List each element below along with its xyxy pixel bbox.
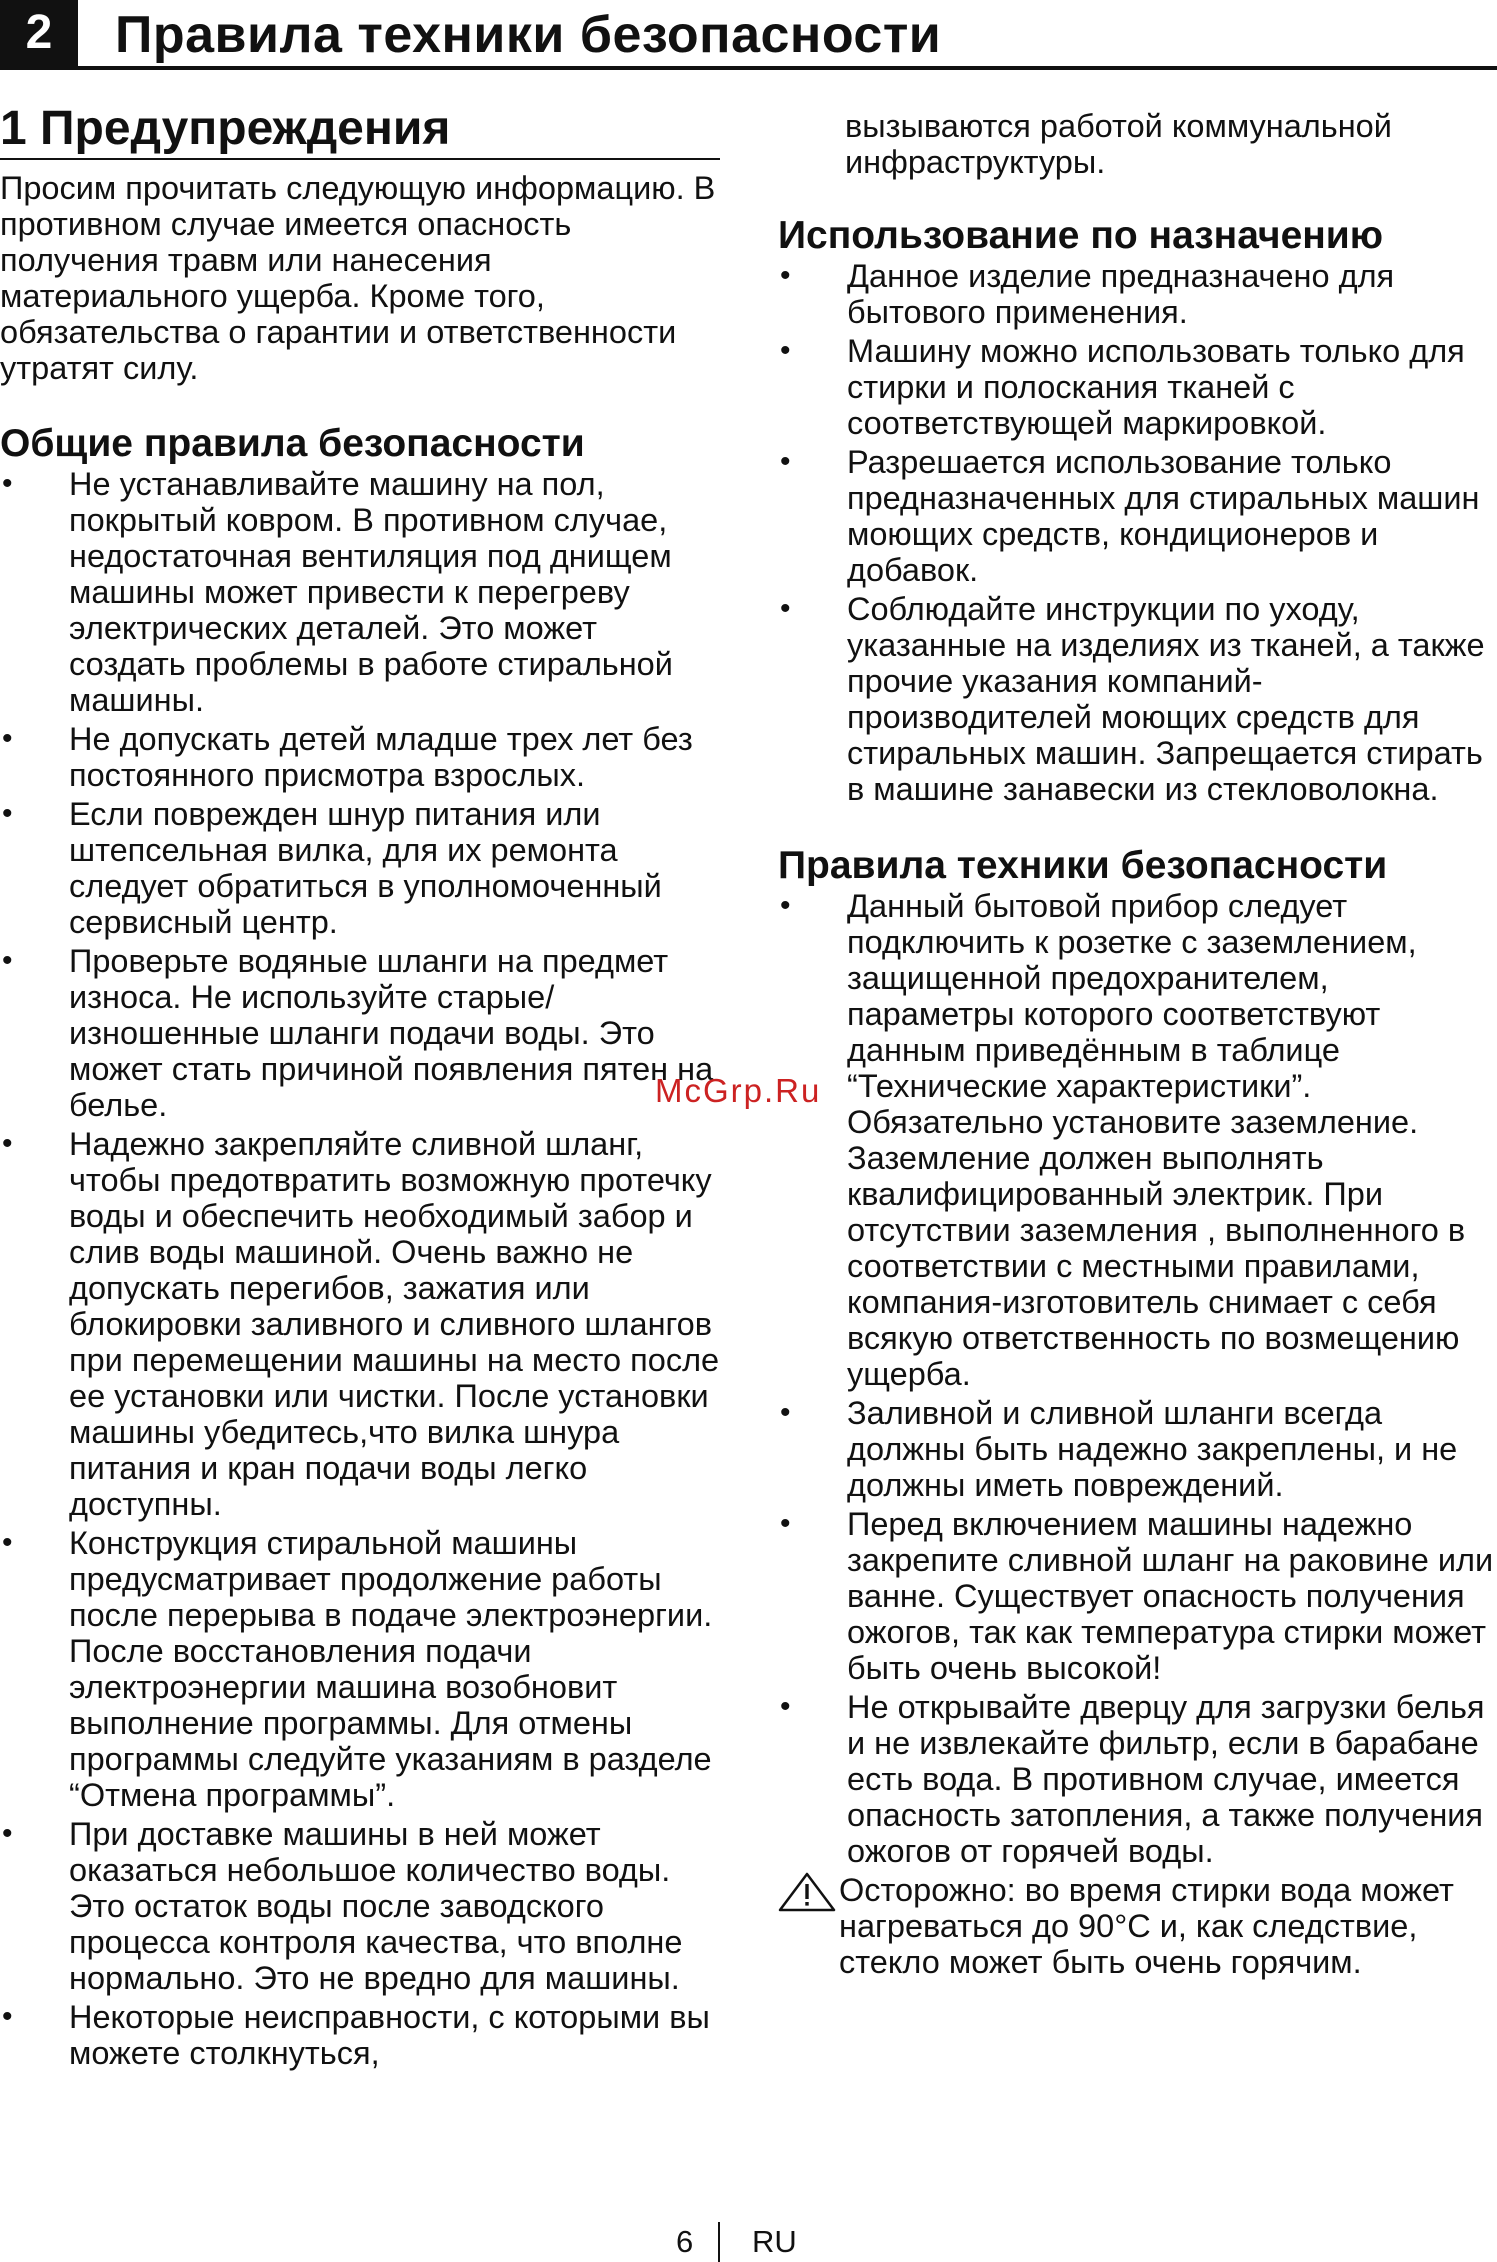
bullet-icon: • <box>2 1127 13 1160</box>
chapter-number: 2 <box>0 0 78 66</box>
list-item: • Если поврежден шнур питания или штепсельная вилка, для их ремонта следует обратиться в уполномоченный сервисный центр. <box>2 796 662 940</box>
list-item: • Некоторые неисправности, с которыми вы можете столкнуться, <box>2 1999 710 2071</box>
bullet-icon: • <box>780 445 791 478</box>
bullet-icon: • <box>780 592 791 625</box>
list-item: • Конструкция стиральной машины предусматривает продолжение работы после перерыва в подаче электроэнергии. После восстановления подачи электроэнергии машина возобновит выполнение программы. Для отмены программы следуйте указаниям в разделе “Отмена программы”. <box>2 1525 713 1813</box>
caution-text: Осторожно: во время стирки вода может нагреваться до 90°С и, как следствие, стекло может быть очень горячим. <box>839 1872 1454 1980</box>
bullet-icon: • <box>2 944 13 977</box>
chapter-title: Правила техники безопасности <box>115 6 942 64</box>
list-item: • Данный бытовой прибор следует подключить к розетке с заземлением, защищенной предохранителем, параметры которого соответствуют данным приведённым в таблице “Технические характеристики”. Обязательно установите заземление. Заземление должен выполнять квалифицированный электрик. При отсутствии заземления , выполненного в соответствии с местными правилами, компания-изготовитель снимает с себя всякую ответственность по возмещению ущерба. <box>780 888 1466 1392</box>
intended-use-title: Использование по назначению <box>778 214 1384 257</box>
list-item: • Надежно закрепляйте сливной шланг, чтобы предотвратить возможную протечку воды и обеспечить необходимый забор и слив воды машиной. Очень важно не допускать перегибов, зажатия или блокировки заливного и сливного шлангов при перемещении машины на место после ее установки или чистки. После установки машины убедитесь,что вилка шнура питания и кран подачи воды легко доступны. <box>2 1126 720 1522</box>
bullet-icon: • <box>2 1526 13 1559</box>
list-item: • Не устанавливайте машину на пол, покрытый ковром. В противном случае, недостаточная вентиляция под днищем машины может привести к перегреву электрических деталей. Это может создать проблемы в работе стиральной машины. <box>2 466 673 718</box>
bullet-icon: • <box>2 722 13 755</box>
safety-rules-title: Правила техники безопасности <box>778 844 1388 887</box>
intro-paragraph: Просим прочитать следующую информацию. В противном случае имеется опасность получения травм или нанесения материального ущерба. Кроме того, обязательства о гарантии и ответственности утратят силу. <box>0 170 716 386</box>
footer-divider <box>718 2222 720 2262</box>
bullet-icon: • <box>780 1396 791 1429</box>
bullet-icon: • <box>2 2000 13 2033</box>
list-item: • Не открывайте дверцу для загрузки белья и не извлекайте фильтр, если в барабане есть вода. В противном случае, имеется опасность затопления, а также получения ожогов от горячей воды. <box>780 1689 1485 1869</box>
page-footer <box>0 2222 1497 2262</box>
chapter-header <box>0 0 1497 70</box>
list-item: • Перед включением машины надежно закрепите сливной шланг на раковине или ванне. Существует опасность получения ожогов, так как температура стирки может быть очень высокой! <box>780 1506 1494 1686</box>
list-item: • Разрешается использование только предназначенных для стиральных машин моющих средств, кондиционеров и добавок. <box>780 444 1480 588</box>
list-item: • Соблюдайте инструкции по уходу, указанные на изделиях из тканей, а также прочие указания компаний-производителей моющих средств для стиральных машин. Запрещается стирать в машине занавески из стекловолокна. <box>780 591 1485 807</box>
bullet-icon: • <box>2 797 13 830</box>
bullet-icon: • <box>780 1690 791 1723</box>
watermark: McGrp.Ru <box>655 1072 822 1109</box>
general-safety-title: Общие правила безопасности <box>0 422 585 465</box>
list-item: • При доставке машины в ней может оказаться небольшое количество воды. Это остаток воды после заводского процесса контроля качества, что вполне нормально. Это не вредно для машины. <box>2 1816 683 1996</box>
bullet-icon: • <box>780 1507 791 1540</box>
general-safety-list <box>0 466 720 2071</box>
bullet-icon: • <box>780 889 791 922</box>
list-item: • Не допускать детей младше трех лет без постоянного присмотра взрослых. <box>2 721 693 793</box>
page-number: 6 <box>676 2224 694 2259</box>
bullet-icon: • <box>780 334 791 367</box>
intended-use-list <box>778 258 1497 807</box>
bullet-icon: • <box>2 467 13 500</box>
continued-text: вызываются работой коммунальной инфраструктуры. <box>845 108 1392 180</box>
caution-note <box>778 1872 1497 1980</box>
list-item: • Заливной и сливной шланги всегда должны быть надежно закреплены, и не должны иметь повреждений. <box>780 1395 1458 1503</box>
left-column <box>0 100 720 2074</box>
warning-triangle-icon <box>778 1872 836 1912</box>
language-code: RU <box>752 2224 797 2259</box>
list-item: • Машину можно использовать только для стирки и полоскания тканей с соответствующей маркировкой. <box>780 333 1465 441</box>
warnings-title: 1 Предупреждения <box>0 100 720 160</box>
safety-rules-list <box>778 888 1497 1869</box>
bullet-icon: • <box>780 259 791 292</box>
list-item: • Данное изделие предназначено для бытового применения. <box>780 258 1395 330</box>
right-column <box>778 108 1497 1980</box>
list-item: • Проверьте водяные шланги на предмет износа. Не используйте старые/изношенные шланги подачи воды. Это может стать причиной появления пятен на белье. <box>2 943 714 1123</box>
bullet-icon: • <box>2 1817 13 1850</box>
